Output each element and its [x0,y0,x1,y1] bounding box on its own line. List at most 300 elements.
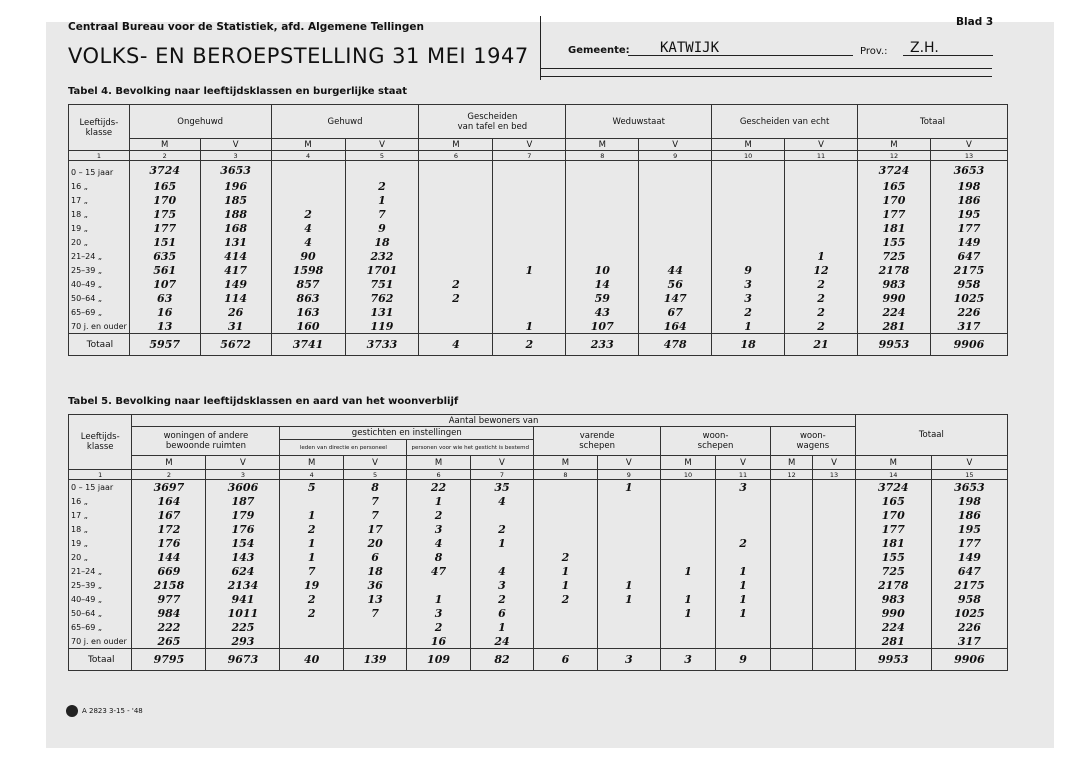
table-cell: 2 [271,207,345,221]
table-cell: 3653 [200,161,271,180]
table-cell: 176 [206,522,280,536]
table-cell: 983 [855,592,931,606]
column-number: 4 [271,151,345,161]
table-cell [813,550,855,564]
table-cell [771,592,813,606]
province-value: Z.H. [910,40,939,56]
header-divider [540,16,541,80]
table-cell [597,550,660,564]
table-cell: 635 [129,249,200,263]
table-cell: 90 [271,249,345,263]
age-class-label: 16 „ [69,494,132,508]
table-cell [785,221,858,235]
female-header: V [785,139,858,151]
table-cell: 2 [280,522,343,536]
table-cell [639,207,712,221]
table-cell: 10 [566,263,639,277]
table-cell [716,494,771,508]
table-cell [771,620,813,634]
table-cell: 163 [271,305,345,319]
table-cell: 1 [534,578,597,592]
table-cell: 18 [343,564,406,578]
male-header: M [132,456,206,470]
table-cell: 177 [930,221,1007,235]
table-cell: 5 [280,480,343,495]
table-cell: 222 [132,620,206,634]
table-cell [470,508,533,522]
table-cell: 47 [407,564,470,578]
female-header: V [639,139,712,151]
table-cell [493,193,566,207]
age-class-label: 19 „ [69,536,132,550]
table-cell: 131 [200,235,271,249]
male-header: M [129,139,200,151]
female-header: V [931,456,1007,470]
table-cell: 1 [716,606,771,620]
gemeente-label: Gemeente: [568,45,630,56]
table-cell [493,235,566,249]
age-class-label: 50–64 „ [69,606,132,620]
female-header: V [813,456,855,470]
total-cell: 2 [493,334,566,356]
total-cell: 9 [716,649,771,671]
female-header: V [493,139,566,151]
table-cell: 224 [855,620,931,634]
table-cell: 225 [206,620,280,634]
male-header: M [855,456,931,470]
table-cell: 198 [931,494,1007,508]
table-cell: 958 [930,277,1007,291]
table-cell: 167 [132,508,206,522]
table-cell: 149 [200,277,271,291]
table-cell [639,193,712,207]
age-class-label: 18 „ [69,207,130,221]
table-cell: 149 [930,235,1007,249]
column-number: 11 [716,470,771,480]
table-cell [661,494,716,508]
table-cell: 751 [345,277,419,291]
table-cell: 1025 [930,291,1007,305]
table-cell: 2 [407,508,470,522]
column-number: 11 [785,151,858,161]
column-number: 6 [407,470,470,480]
table-cell: 226 [931,620,1007,634]
table-cell [661,620,716,634]
female-header: V [206,456,280,470]
table-cell [716,634,771,649]
group-header: Totaal [858,105,1008,139]
table-cell [419,161,493,180]
column-number: 9 [597,470,660,480]
table-cell: 2 [345,179,419,193]
table-cell [712,161,785,180]
table-cell [785,161,858,180]
table-cell [661,480,716,495]
table-cell: 1 [716,564,771,578]
table-cell: 177 [931,536,1007,550]
table-cell: 1 [407,592,470,606]
table-cell: 984 [132,606,206,620]
table-cell: 131 [345,305,419,319]
age-class-label: 70 j. en ouder [69,634,132,649]
table-cell: 17 [343,522,406,536]
table-cell: 24 [470,634,533,649]
total-cell: 9673 [206,649,280,671]
table-cell: 2 [712,305,785,319]
table-cell [661,578,716,592]
male-header: M [566,139,639,151]
table-cell: 18 [345,235,419,249]
table-cell: 990 [858,291,931,305]
female-header: V [930,139,1007,151]
table-cell: 119 [345,319,419,334]
male-header: M [280,456,343,470]
total-cell: 40 [280,649,343,671]
table-cell: 2134 [206,578,280,592]
column-number: 3 [206,470,280,480]
age-class-label: 40–49 „ [69,277,130,291]
table-cell [813,494,855,508]
table-cell: 3 [716,480,771,495]
table-cell [419,235,493,249]
column-number: 10 [712,151,785,161]
age-class-label: 17 „ [69,508,132,522]
table-cell [771,578,813,592]
table-cell: 1011 [206,606,280,620]
header-rule [540,68,992,69]
table-cell [771,522,813,536]
table-cell [566,207,639,221]
column-number: 1 [69,470,132,480]
total-cell: 478 [639,334,712,356]
table-cell: 107 [129,277,200,291]
age-class-label: 70 j. en ouder [69,319,130,334]
table-cell [813,592,855,606]
table-cell [407,578,470,592]
age-class-label: 50–64 „ [69,291,130,305]
table-cell: 165 [855,494,931,508]
total-cell: 5957 [129,334,200,356]
table-cell: 186 [930,193,1007,207]
table-cell: 2175 [931,578,1007,592]
table-cell [813,564,855,578]
column-number: 7 [470,470,533,480]
table-cell [785,193,858,207]
table-cell: 107 [566,319,639,334]
age-class-label: 25–39 „ [69,263,130,277]
table-cell [716,508,771,522]
female-header: V [200,139,271,151]
table-cell: 63 [129,291,200,305]
table-cell [597,564,660,578]
table-cell: 3653 [931,480,1007,495]
total-cell: 3 [661,649,716,671]
table-cell [771,536,813,550]
table-cell: 154 [206,536,280,550]
table-cell [566,249,639,263]
column-number: 3 [200,151,271,161]
table-cell: 26 [200,305,271,319]
table-cell: 16 [407,634,470,649]
table-cell: 9 [712,263,785,277]
table-cell: 2 [419,277,493,291]
table-cell: 6 [343,550,406,564]
table-cell: 13 [343,592,406,606]
table-cell: 2 [280,606,343,620]
table-cell: 177 [129,221,200,235]
table-cell: 3 [407,606,470,620]
table-cell: 224 [858,305,931,319]
age-class-label: 19 „ [69,221,130,235]
table-cell [534,606,597,620]
table-cell: 67 [639,305,712,319]
table-cell [771,508,813,522]
table-cell: 3724 [858,161,931,180]
table-cell: 725 [855,564,931,578]
table-cell [419,249,493,263]
table-cell: 1 [470,620,533,634]
column-number: 13 [813,470,855,480]
column-number: 5 [345,151,419,161]
column-number: 2 [129,151,200,161]
table-cell: 19 [280,578,343,592]
table-cell [813,522,855,536]
table-cell: 2 [470,522,533,536]
table-cell: 281 [858,319,931,334]
table-cell: 195 [930,207,1007,221]
table-cell: 990 [855,606,931,620]
table-cell [419,193,493,207]
table-cell: 226 [930,305,1007,319]
table-cell: 177 [855,522,931,536]
table-cell: 179 [206,508,280,522]
table-cell [566,221,639,235]
table-cell [280,494,343,508]
column-number: 5 [343,470,406,480]
age-class-label: 18 „ [69,522,132,536]
male-header: M [712,139,785,151]
table4-caption: Tabel 4. Bevolking naar leeftijdsklassen en burgerlijke staat [68,86,408,97]
table-cell [493,179,566,193]
table-cell: 2 [470,592,533,606]
table-cell: 168 [200,221,271,235]
table-cell [534,522,597,536]
male-header: M [419,139,493,151]
table-cell [493,305,566,319]
table-cell: 1 [716,592,771,606]
table-cell: 1 [661,606,716,620]
subgroup-header: leden van directie en personeel [280,440,407,456]
table-cell [534,620,597,634]
header-rule [540,76,992,77]
table-cell: 417 [200,263,271,277]
total-cell: 139 [343,649,406,671]
total-cell: 3 [597,649,660,671]
total-label: Totaal [69,649,132,671]
table-cell: 2 [785,291,858,305]
table-cell: 1701 [345,263,419,277]
table-cell [639,249,712,263]
total-cell [813,649,855,671]
table-cell [813,480,855,495]
table-cell: 14 [566,277,639,291]
female-header: V [345,139,419,151]
male-header: M [858,139,931,151]
total-cell: 109 [407,649,470,671]
table-cell: 151 [129,235,200,249]
table-cell [419,319,493,334]
table-cell [771,480,813,495]
table-cell: 647 [930,249,1007,263]
table-cell: 186 [931,508,1007,522]
table-cell [813,634,855,649]
table-cell [534,480,597,495]
table-cell [716,522,771,536]
table-cell: 8 [343,480,406,495]
table-cell [771,494,813,508]
table-cell: 2175 [930,263,1007,277]
table-cell: 1 [661,564,716,578]
table-cell: 1 [493,263,566,277]
column-number: 12 [771,470,813,480]
table-cell: 941 [206,592,280,606]
table-cell: 281 [855,634,931,649]
table-cell: 170 [858,193,931,207]
table-cell: 147 [639,291,712,305]
table-cell: 16 [129,305,200,319]
total-cell: 9953 [858,334,931,356]
total-label: Totaal [69,334,130,356]
table-cell: 1 [661,592,716,606]
total-cell [771,649,813,671]
table-cell [639,221,712,235]
age-class-label: 16 „ [69,179,130,193]
group-header: woon- wagens [771,427,856,456]
age-class-label: 25–39 „ [69,578,132,592]
table-cell: 1 [712,319,785,334]
table-cell [280,620,343,634]
total-cell: 82 [470,649,533,671]
table-cell: 56 [639,277,712,291]
age-class-label: 40–49 „ [69,592,132,606]
table-cell: 155 [858,235,931,249]
form-code: A 2823 3-15 - '48 [82,707,143,715]
table-cell: 2178 [858,263,931,277]
table-cell: 185 [200,193,271,207]
table-cell: 1 [597,480,660,495]
table-cell [661,634,716,649]
table-cell: 977 [132,592,206,606]
male-header: M [534,456,597,470]
table-cell: 863 [271,291,345,305]
total-header: Totaal [855,415,1007,456]
table-cell [639,179,712,193]
table-cell: 265 [132,634,206,649]
table-cell [419,207,493,221]
table-cell: 624 [206,564,280,578]
table-cell: 232 [345,249,419,263]
table-cell: 3 [470,578,533,592]
total-cell: 9953 [855,649,931,671]
table-cell [785,179,858,193]
table-cell: 165 [858,179,931,193]
table-cell [345,161,419,180]
table-cell: 175 [129,207,200,221]
group-header: woningen of andere bewoonde ruimten [132,427,280,456]
table-cell: 196 [200,179,271,193]
table-cell: 1 [597,592,660,606]
table-cell: 165 [129,179,200,193]
table-cell: 2 [785,277,858,291]
table-cell: 4 [271,221,345,235]
column-number: 9 [639,151,712,161]
table-cell [493,207,566,221]
table-cell: 7 [343,508,406,522]
table-cell [712,235,785,249]
table-cell: 3 [712,277,785,291]
table-cell [771,550,813,564]
table-cell: 35 [470,480,533,495]
table-cell: 170 [129,193,200,207]
table-cell [343,634,406,649]
table-cell [566,235,639,249]
table-cell: 1 [470,536,533,550]
table-cell: 647 [931,564,1007,578]
female-header: V [343,456,406,470]
sheet-number: Blad 3 [956,16,994,28]
table-cell: 561 [129,263,200,277]
subgroup-header: personen voor wie het gesticht is bestemd [407,440,534,456]
table-cell: 9 [345,221,419,235]
table-cell: 2158 [132,578,206,592]
table-cell [661,508,716,522]
column-number: 4 [280,470,343,480]
table-cell: 1 [493,319,566,334]
table-cell: 762 [345,291,419,305]
age-class-label: 21–24 „ [69,564,132,578]
total-cell: 3741 [271,334,345,356]
age-class-label: 21–24 „ [69,249,130,263]
total-cell: 4 [419,334,493,356]
group-header: Gescheiden van echt [712,105,858,139]
organisation: Centraal Bureau voor de Statistiek, afd. Algemene Tellingen [68,21,424,33]
table4 [68,104,1008,356]
table-cell: 983 [858,277,931,291]
table-cell: 155 [855,550,931,564]
table-cell [639,161,712,180]
table-cell [419,221,493,235]
table-cell: 20 [343,536,406,550]
table-cell: 8 [407,550,470,564]
table-cell [661,522,716,536]
column-number: 14 [855,470,931,480]
table-cell [493,161,566,180]
table-cell: 7 [280,564,343,578]
table-cell: 177 [858,207,931,221]
table-cell: 1598 [271,263,345,277]
table-cell [597,620,660,634]
province-label: Prov.: [860,46,888,57]
female-header: V [716,456,771,470]
table-cell: 857 [271,277,345,291]
table-cell: 7 [343,494,406,508]
form-title: VOLKS- EN BEROEPSTELLING 31 MEI 1947 [68,44,529,68]
table-cell: 1025 [931,606,1007,620]
total-cell: 3733 [345,334,419,356]
age-class-label: 65–69 „ [69,305,130,319]
table-cell [534,634,597,649]
male-header: M [661,456,716,470]
